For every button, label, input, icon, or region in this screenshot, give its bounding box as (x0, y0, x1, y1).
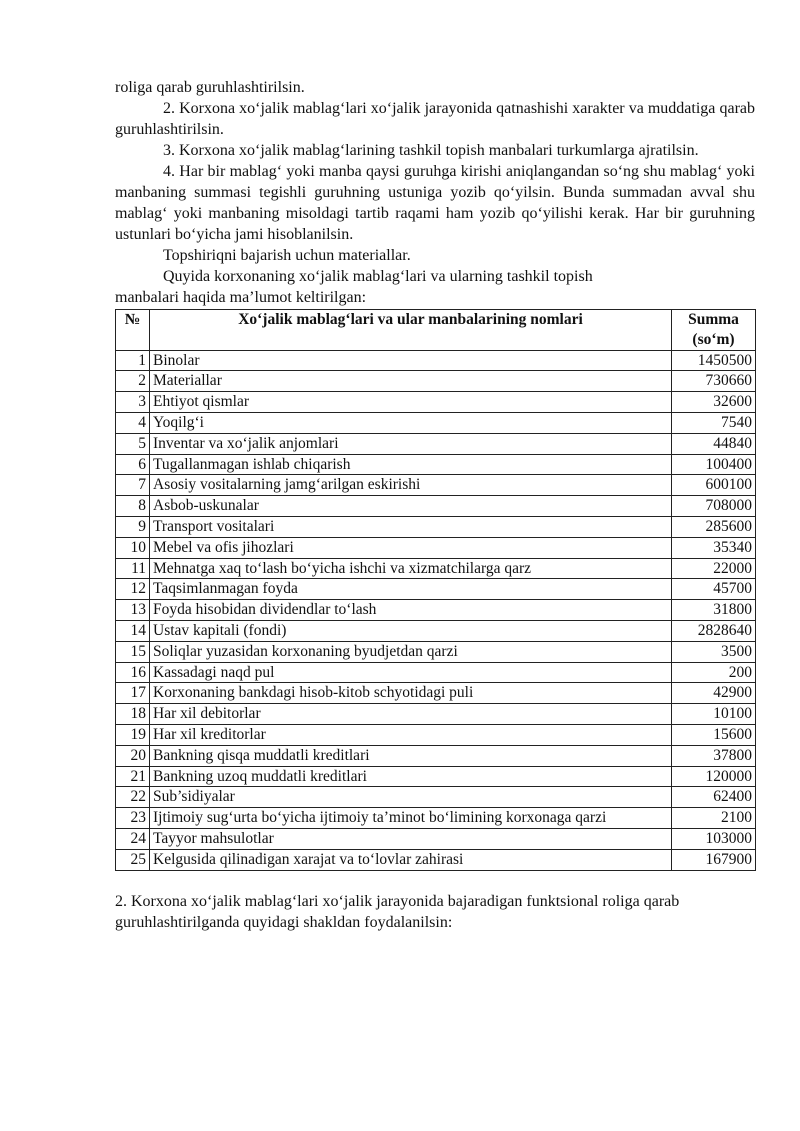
row-name: Bankning uzoq muddatli kreditlari (150, 766, 672, 787)
assets-table (115, 309, 756, 871)
row-sum: 31800 (672, 600, 756, 621)
table-row (116, 516, 756, 537)
table-row (116, 745, 756, 766)
row-number: 13 (116, 600, 150, 621)
row-sum: 15600 (672, 724, 756, 745)
row-number: 15 (116, 641, 150, 662)
row-name: Ehtiyot qismlar (150, 392, 672, 413)
row-name: Ustav kapitali (fondi) (150, 620, 672, 641)
row-sum: 2828640 (672, 620, 756, 641)
row-sum: 32600 (672, 392, 756, 413)
table-row (116, 350, 756, 371)
row-name: Sub’sidiyalar (150, 787, 672, 808)
row-name: Har xil kreditorlar (150, 724, 672, 745)
row-number: 16 (116, 662, 150, 683)
table-row (116, 579, 756, 600)
row-name: Har xil debitorlar (150, 704, 672, 725)
table-row (116, 704, 756, 725)
row-name: Mebel va ofis jihozlari (150, 537, 672, 558)
paragraph-6-line-1: Quyida korxonaning xo‘jalik mablag‘lari va ularning tashkil topish (163, 268, 593, 285)
header-sum-line-1: Summa (688, 311, 739, 328)
row-name: Foyda hisobidan dividendlar to‘lash (150, 600, 672, 621)
row-number: 5 (116, 433, 150, 454)
table-row (116, 683, 756, 704)
row-sum: 22000 (672, 558, 756, 579)
table-row (116, 392, 756, 413)
row-sum: 708000 (672, 496, 756, 517)
table-row (116, 475, 756, 496)
row-sum: 44840 (672, 433, 756, 454)
table-row (116, 849, 756, 870)
row-name: Asbob-uskunalar (150, 496, 672, 517)
row-number: 24 (116, 828, 150, 849)
header-number: № (116, 310, 150, 351)
row-sum: 100400 (672, 454, 756, 475)
row-name: Binolar (150, 350, 672, 371)
row-number: 3 (116, 392, 150, 413)
row-number: 7 (116, 475, 150, 496)
row-name: Ijtimoiy sug‘urta bo‘yicha ijtimoiy ta’minot bo‘limining korxonaga qarzi (150, 808, 672, 829)
document-page (115, 0, 755, 933)
row-name: Asosiy vositalarning jamg‘arilgan eskirishi (150, 475, 672, 496)
row-number: 14 (116, 620, 150, 641)
row-number: 9 (116, 516, 150, 537)
table-row (116, 454, 756, 475)
row-name: Korxonaning bankdagi hisob-kitob schyotidagi puli (150, 683, 672, 704)
row-sum: 3500 (672, 641, 756, 662)
header-sum (672, 310, 756, 351)
row-sum: 35340 (672, 537, 756, 558)
row-number: 17 (116, 683, 150, 704)
table-row (116, 828, 756, 849)
paragraph-6-line-2: manbalari haqida ma’lumot keltirilgan: (115, 289, 367, 306)
row-number: 23 (116, 808, 150, 829)
row-number: 22 (116, 787, 150, 808)
table-row (116, 808, 756, 829)
paragraph-4: 4. Har bir mablag‘ yoki manba qaysi guruhga kirishi aniqlangandan so‘ng shu mablag‘ yoki manbaning summasi tegishli guruhning ustuniga yozib qo‘yilsin. Bunda summadan avval shu mablag‘ yoki manbaning misoldagi tartib raqami ham yozib qo‘yilishi kerak. Har bir guruhning ustunlari bo‘yicha jami hisoblanilsin. (115, 163, 755, 243)
table-row (116, 371, 756, 392)
row-name: Kelgusida qilinadigan xarajat va to‘lovlar zahirasi (150, 849, 672, 870)
paragraph-after-table: 2. Korxona xo‘jalik mablag‘lari xo‘jalik jarayonida bajaradigan funktsional roliga qarab guruhlashtirilganda quyidagi shakldan foydalanilsin: (115, 892, 680, 931)
paragraph-3: 3. Korxona xo‘jalik mablag‘larining tashkil topish manbalari turkumlarga ajratilsin. (163, 142, 699, 159)
table-row (116, 641, 756, 662)
header-sum-line-2: (so‘m) (692, 330, 735, 348)
row-number: 18 (116, 704, 150, 725)
row-sum: 285600 (672, 516, 756, 537)
row-name: Materiallar (150, 371, 672, 392)
table-header-row (116, 310, 756, 351)
row-number: 21 (116, 766, 150, 787)
row-sum: 120000 (672, 766, 756, 787)
table-row (116, 600, 756, 621)
row-number: 2 (116, 371, 150, 392)
table-row (116, 620, 756, 641)
row-number: 4 (116, 412, 150, 433)
table-row (116, 433, 756, 454)
table-row (116, 496, 756, 517)
row-sum: 2100 (672, 808, 756, 829)
row-name: Soliqlar yuzasidan korxonaning byudjetdan qarzi (150, 641, 672, 662)
header-name: Xo‘jalik mablag‘lari va ular manbalarining nomlari (150, 310, 672, 351)
row-number: 11 (116, 558, 150, 579)
row-sum: 1450500 (672, 350, 756, 371)
table-row (116, 412, 756, 433)
table-row (116, 724, 756, 745)
row-sum: 37800 (672, 745, 756, 766)
table-row (116, 537, 756, 558)
row-name: Tayyor mahsulotlar (150, 828, 672, 849)
row-sum: 10100 (672, 704, 756, 725)
row-number: 12 (116, 579, 150, 600)
table-row (116, 787, 756, 808)
row-name: Taqsimlanmagan foyda (150, 579, 672, 600)
row-sum: 45700 (672, 579, 756, 600)
paragraph-2: 2. Korxona xo‘jalik mablag‘lari xo‘jalik jarayonida qatnashishi xarakter va muddatiga qarab guruhlashtirilsin. (115, 100, 755, 138)
row-sum: 730660 (672, 371, 756, 392)
row-number: 20 (116, 745, 150, 766)
row-sum: 62400 (672, 787, 756, 808)
row-name: Transport vositalari (150, 516, 672, 537)
table-row (116, 558, 756, 579)
row-name: Kassadagi naqd pul (150, 662, 672, 683)
table-body (116, 350, 756, 870)
row-sum: 200 (672, 662, 756, 683)
row-name: Bankning qisqa muddatli kreditlari (150, 745, 672, 766)
row-sum: 7540 (672, 412, 756, 433)
row-sum: 167900 (672, 849, 756, 870)
row-sum: 600100 (672, 475, 756, 496)
row-name: Mehnatga xaq to‘lash bo‘yicha ishchi va xizmatchilarga qarz (150, 558, 672, 579)
row-number: 10 (116, 537, 150, 558)
row-name: Tugallanmagan ishlab chiqarish (150, 454, 672, 475)
row-number: 19 (116, 724, 150, 745)
row-number: 8 (116, 496, 150, 517)
row-number: 6 (116, 454, 150, 475)
row-number: 25 (116, 849, 150, 870)
row-name: Inventar va xo‘jalik anjomlari (150, 433, 672, 454)
table-row (116, 662, 756, 683)
row-number: 1 (116, 350, 150, 371)
row-sum: 42900 (672, 683, 756, 704)
row-name: Yoqilg‘i (150, 412, 672, 433)
paragraph-1: roliga qarab guruhlashtirilsin. (115, 79, 305, 96)
paragraph-5: Topshiriqni bajarish uchun materiallar. (163, 247, 411, 264)
row-sum: 103000 (672, 828, 756, 849)
table-row (116, 766, 756, 787)
